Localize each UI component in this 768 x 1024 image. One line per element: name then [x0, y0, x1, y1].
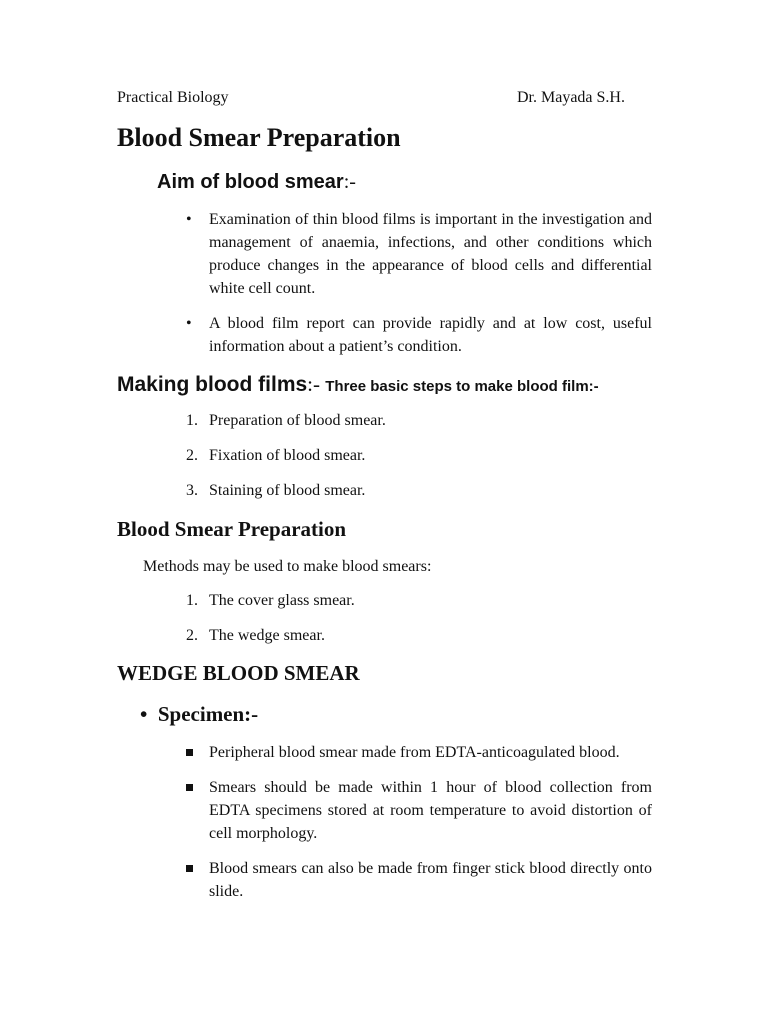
specimen-heading-text: Specimen:-: [157, 702, 259, 726]
list-item: [186, 626, 355, 646]
step-number: 1.: [186, 412, 198, 429]
square-bullet-icon: [186, 749, 193, 756]
header-course: Practical Biology: [117, 89, 229, 106]
header-author: Dr. Mayada S.H.: [517, 89, 625, 106]
square-bullet-icon: [186, 784, 193, 791]
specimen-item-text: Smears should be made within 1 hour of blood collection from EDTA specimens stored at room temperature to avoid distortion of cell morphology.: [209, 779, 652, 842]
prep-heading: Blood Smear Preparation: [117, 517, 347, 541]
making-heading-text: Making blood films: [117, 373, 308, 396]
making-subheading: Three basic steps to make blood film:-: [325, 378, 599, 395]
specimen-heading: [140, 700, 258, 728]
bullet-icon: •: [186, 211, 192, 228]
specimen-item-text: Blood smears can also be made from finger stick blood directly onto slide.: [209, 860, 652, 900]
aim-heading-suffix: :-: [343, 171, 356, 193]
aim-bullet-text: A blood film report can provide rapidly and at low cost, useful information about a patient’s condition.: [209, 315, 652, 355]
aim-list: [186, 208, 652, 358]
specimen-list: [186, 741, 652, 903]
specimen-bullet-icon: •: [140, 702, 148, 726]
method-text: The wedge smear.: [209, 627, 325, 644]
list-item: [186, 208, 652, 300]
step-text: Staining of blood smear.: [209, 482, 366, 499]
list-item: [186, 741, 652, 764]
methods-intro: Methods may be used to make blood smears:: [143, 558, 432, 575]
list-item: [186, 446, 386, 466]
list-item: [186, 481, 386, 501]
methods-list: [186, 591, 355, 646]
aim-heading-text: Aim of blood smear: [157, 171, 344, 193]
step-text: Preparation of blood smear.: [209, 412, 386, 429]
list-item: [186, 776, 652, 845]
page-title: Blood Smear Preparation: [117, 123, 401, 152]
step-text: Fixation of blood smear.: [209, 447, 366, 464]
specimen-item-text: Peripheral blood smear made from EDTA-anticoagulated blood.: [209, 744, 620, 761]
square-bullet-icon: [186, 865, 193, 872]
aim-heading: [157, 169, 356, 195]
step-number: 3.: [186, 482, 198, 499]
list-item: [186, 857, 652, 903]
list-item: [186, 312, 652, 358]
method-number: 2.: [186, 627, 198, 644]
steps-list: [186, 411, 386, 501]
wedge-heading: WEDGE BLOOD SMEAR: [117, 661, 360, 685]
method-number: 1.: [186, 592, 198, 609]
aim-bullet-text: Examination of thin blood films is important in the investigation and management of anaemia, infections, and other conditions which produce changes in the appearance of blood cells and differential white cell count.: [209, 211, 652, 297]
making-heading-sep: :-: [307, 372, 320, 396]
method-text: The cover glass smear.: [209, 592, 355, 609]
list-item: [186, 591, 355, 611]
bullet-icon: •: [186, 315, 192, 332]
making-heading: [117, 370, 599, 401]
list-item: [186, 411, 386, 431]
step-number: 2.: [186, 447, 198, 464]
